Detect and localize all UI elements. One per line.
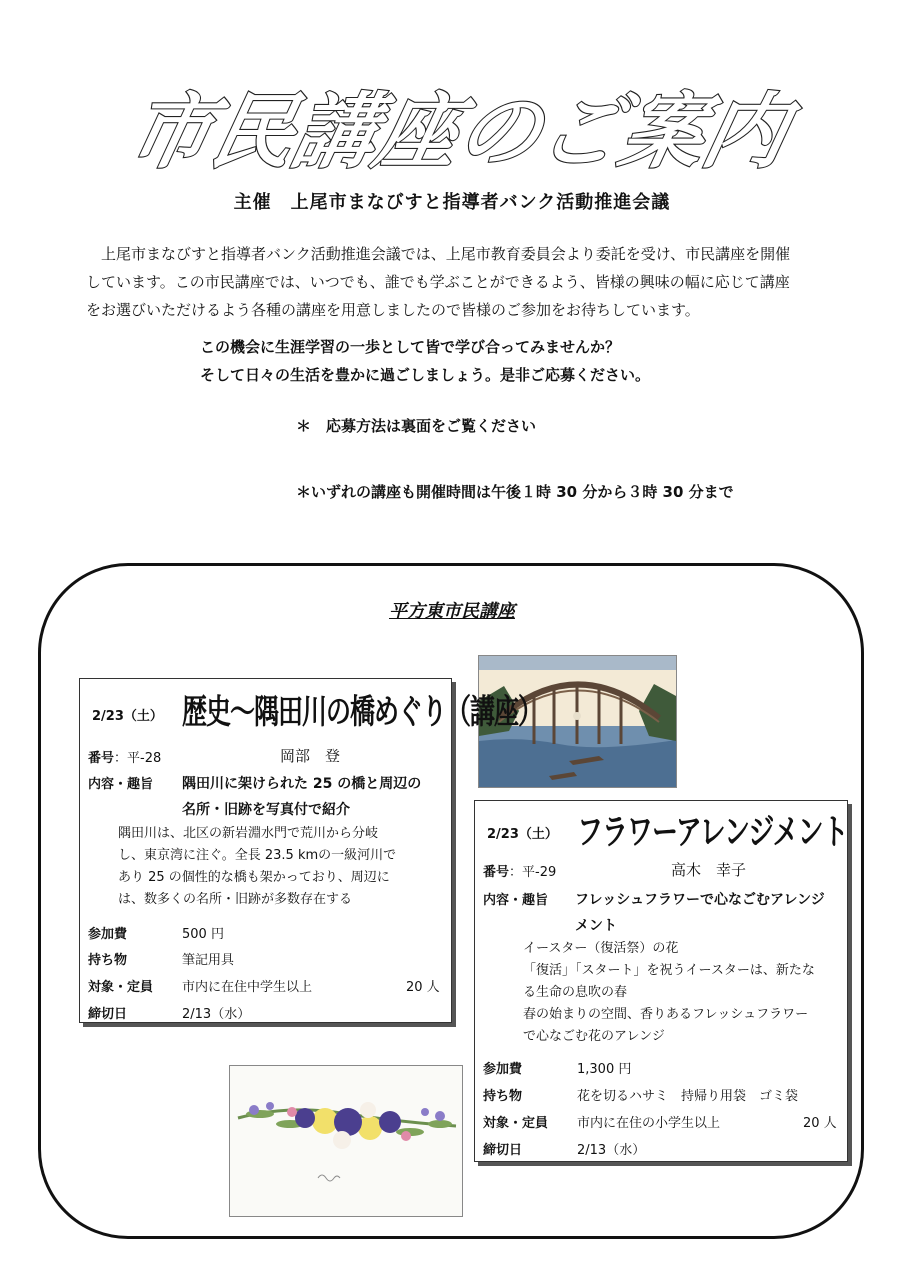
invite-line: この機会に生涯学習の一歩として皆で学び合ってみませんか？ [200,338,621,356]
course-name: 歴史～隅田川の橋めぐり（講座） [182,691,543,731]
course-card-flower [474,800,848,1162]
invite-line: そして日々の生活を豊かに過ごしましょう。是非ご応募ください。 [200,366,651,384]
intro-line: 上尾市まなびすと指導者バンク活動推進会議では、上尾市教育委員会より委託を受け、市民講座を開催 [101,245,791,263]
course-number-row [483,861,556,880]
capacity-value: 20 人 [803,1116,837,1131]
time-note: ＊いずれの講座も開催時間は午後１時 30 分から３時 30 分まで [296,483,734,501]
description-line: は、数多くの名所・旧跡が多数存在する [118,892,353,907]
course-number-row [88,747,161,766]
target-label: 対象・定員 [483,1116,549,1131]
capacity-value: 20 人 [406,980,440,995]
course-date: 2/23（土） [92,709,163,724]
flower-illustration [230,1066,462,1216]
description-line: で心なごむ花のアレンジ [523,1029,665,1044]
deadline-value: 2/13（水） [577,1143,646,1158]
intro-line: しています。この市民講座では、いつでも、誰でも学ぶことができるよう、皆様の興味の幅に応じて講座 [86,273,790,291]
section-title: 平方東市民講座 [389,601,515,622]
description-line: し、東京湾に注ぐ。全長 23.5 kmの一級河川で [118,848,397,863]
content-line: 隅田川に架けられた 25 の橋と周辺の [182,776,422,792]
course-name: フラワーアレンジメント [577,813,848,854]
items-label: 持ち物 [483,1089,523,1104]
description-line: あり 25 の個性的な橋も架かっており、周辺に [118,870,390,885]
description-line: る生命の息吹の春 [523,985,628,1000]
invite-message [200,333,800,389]
instructor-name: 岡部 登 [280,747,341,765]
course-number: ：平-28 [114,751,162,766]
page-title-text: 市民講座のご案内 [120,83,797,180]
deadline-label: 締切日 [88,1007,128,1022]
intro-line: をお選びいただけるよう各種の講座を用意しましたので皆様のご参加をお待ちしています。 [86,301,700,319]
items-label: 持ち物 [88,953,128,968]
organizer-line: 主催 上尾市まなびすと指導者バンク活動推進会議 [233,192,671,213]
content-label: 内容・趣旨 [483,893,549,908]
fee-label: 参加費 [483,1062,523,1077]
target-label: 対象・定員 [88,980,154,995]
content-line: メント [575,918,617,934]
content-label: 内容・趣旨 [88,777,154,792]
description-line: 隅田川は、北区の新岩淵水門で荒川から分岐 [118,826,379,841]
number-label: 番号 [88,751,115,766]
course-number: ：平-29 [509,865,557,880]
course-date: 2/23（土） [487,827,558,842]
course-description [523,938,815,1048]
flower-arrangement-image [229,1065,463,1217]
number-label: 番号 [483,865,510,880]
fee-value: 500 円 [182,927,224,942]
deadline-label: 締切日 [483,1143,523,1158]
fee-label: 参加費 [88,927,128,942]
page-title [0,78,904,188]
target-value: 市内に在住の小学生以上 [577,1116,721,1131]
target-value: 市内に在住中学生以上 [182,980,313,995]
apply-note: ＊ 応募方法は裏面をご覧ください [296,417,537,435]
intro-paragraph [86,240,846,324]
description-line: 春の始まりの空間、香りあるフレッシュフラワー [523,1007,809,1022]
content-line: フレッシュフラワーで心なごむアレンジ [575,892,825,908]
fee-value: 1,300 円 [577,1062,632,1077]
items-value: 筆記用具 [182,953,235,968]
deadline-value: 2/13（水） [182,1007,251,1022]
instructor-name: 高木 幸子 [671,861,747,879]
content-line: 名所・旧跡を写真付で紹介 [182,802,350,818]
description-line: イースター（復活祭）の花 [523,941,679,956]
items-value: 花を切るハサミ 持帰り用袋 ゴミ袋 [577,1089,799,1104]
course-description [118,823,396,911]
description-line: 「復活」「スタート」を祝うイースターは、新たな [523,963,815,978]
